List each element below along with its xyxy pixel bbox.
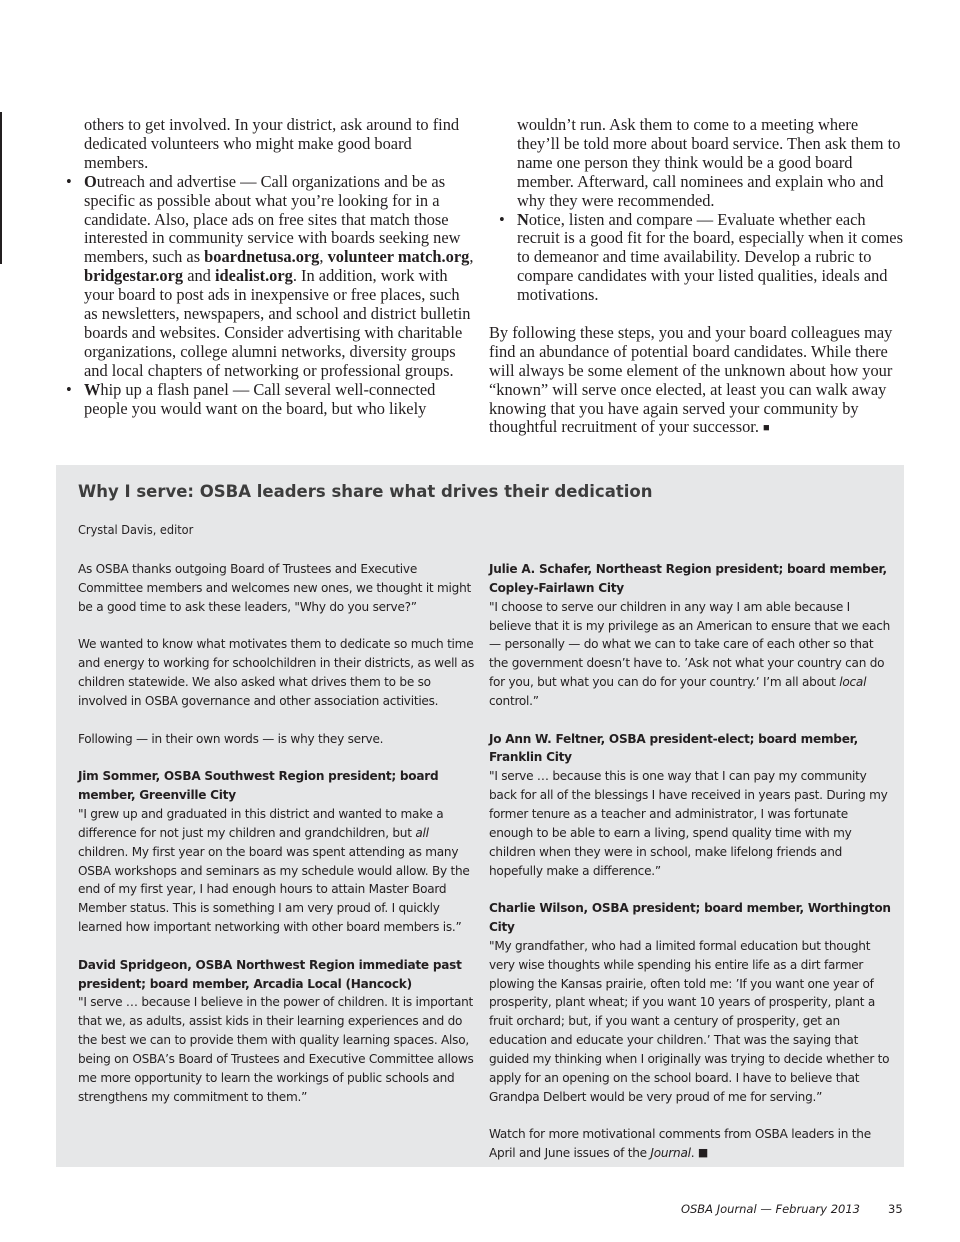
quote-heading: Jo Ann W. Feltner, OSBA president-elect; board member, Franklin City	[489, 731, 858, 765]
article-body	[0, 116, 960, 446]
sidebar-paragraph: As OSBA thanks outgoing Board of Trustees and Executive Committee members and welcomes new ones, we thought it might be a good time to ask these leaders, "Why do you serve?”	[78, 562, 471, 614]
quote-part: control.”	[489, 693, 539, 708]
quote-heading: Jim Sommer, OSBA Southwest Region president; board member, Greenville City	[78, 769, 439, 803]
tip-initial: N	[517, 209, 529, 229]
quote-text	[489, 598, 893, 711]
site-link[interactable]: bridgestar.org	[84, 266, 184, 286]
outro-part: Watch for more motivational comments from OSBA leaders in the April and June issues of the	[489, 1127, 871, 1161]
quote-part: children. My first year on the board was spent attending as many OSBA workshops and seminars as my schedule would allow. By the end of my first year, I had enough hours to attain Master Board Member status. This is something I am very proud of. I quickly learned how important networking with other board members is.”	[78, 844, 470, 935]
closing-paragraph	[489, 324, 904, 438]
end-mark-icon: ■	[697, 1146, 709, 1160]
site-link[interactable]: idealist.org	[214, 266, 293, 286]
quote-text: "I serve … because I believe in the power of children. It is important that we, as adults, assist kids in their learning experiences and do the best we can to provide them with quality learning spaces. Also, being on OSBA’s Board of Trustees and Executive Committee allows me more opportunity to learn the workings of public schools and strengthens my commitment to them.”	[78, 995, 474, 1104]
sidebar-title: Why I serve: OSBA leaders share what drives their dedication	[78, 482, 653, 501]
article-column-left	[84, 116, 476, 419]
quote-heading: David Spridgeon, OSBA Northwest Region immediate past president; board member, Arcadia Local (Hancock)	[78, 957, 462, 991]
article-paragraph: others to get involved. In your district, ask around to find dedicated volunteers who might make good board members.	[84, 115, 460, 172]
article-paragraph: wouldn’t run. Ask them to come to a meeting where they’ll be told more about board service. Then ask them to name one person they think would be a good board member. Afterward, call nominees and explain who and why they were recommended.	[517, 115, 901, 210]
sidebar-byline: Crystal Davis, editor	[78, 522, 194, 537]
tip-text: utreach and advertise — Call organizations and be as specific as possible about what you’re looking for in a candidate. Also, place ads on free sites that match those interested in community service with boards seeking new members, such as	[84, 171, 461, 267]
quote-part: "I choose to serve our children in any way I am able because I believe that it is my privilege as an American to ensure that we each — personally — do what we can to take care of each other so that the government doesn’t have to. ’Ask not what your country can do for you, but what you can do for your country.’ I’m all about	[489, 599, 891, 690]
outro-emphasis: Journal	[650, 1146, 691, 1161]
sidebar-paragraph: We wanted to know what motivates them to dedicate so much time and energy to working for schoolchildren in their districts, as well as children statewide. We also asked what drives them to be so involved in OSBA governance and other association activities.	[78, 637, 475, 708]
quote-text	[78, 805, 478, 937]
tip-text: otice, listen and compare — Evaluate whether each recruit is a good fit for the board, especially when it comes to demeanor and time availability. Develop a rubric to compare candidates with your listed qualities, ideals and motivations.	[517, 209, 903, 305]
tip-text: hip up a flash panel — Call several well-connected people you would want on the board, but who likely	[84, 379, 436, 418]
tip-outreach	[84, 173, 476, 381]
page-number: 35	[888, 1202, 903, 1216]
quote-emphasis: local	[839, 675, 867, 690]
journal-issue: OSBA Journal — February 2013	[680, 1202, 860, 1216]
quote-heading: Charlie Wilson, OSBA president; board member, Worthington City	[489, 901, 891, 935]
tip-initial: W	[84, 379, 101, 399]
quote-emphasis: all	[415, 825, 429, 840]
quote-text: "I serve … because this is one way that I can pay my community back for all of the blessings I have received in years past. During my former tenure as a teacher and administrator, I was fortunate enough to be able to earn a living, spend quality time with my children when they were in school, make lifelong friends and hopefully make a difference.”	[489, 769, 888, 878]
separator: and	[183, 266, 215, 286]
article-column-right	[489, 116, 904, 438]
separator: ,	[469, 247, 474, 267]
quote-part: "I grew up and graduated in this district and wanted to make a difference for not just my children and grandchildren, but	[78, 806, 444, 840]
quote-text: "My grandfather, who had a limited formal education but thought very wise thoughts while spending his entire life as a dirt farmer plowing the Kansas prairie, often told me: ’If you want one year of prosperity, plant wheat; if you want 10 years of prosperity, plant a fruit orchard; but, if you want a century of prosperity, get an education and educate your children.’ That was the saying that guided my thinking when I originally was trying to decide whether to apply for an opening on the school board. I have to believe that Grandpa Delbert would be very proud of me for serving.”	[489, 938, 890, 1104]
quote-heading: Julie A. Schafer, Northeast Region president; board member, Copley-Fairlawn City	[489, 562, 887, 595]
closing-text: By following these steps, you and your board colleagues may find an abundance of potential board candidates. While there will always be some element of the unknown about how your “known” will serve once elected, at least you can walk away knowing that you have again served your community by thoughtful recruitment of your successor.	[489, 322, 893, 437]
site-link[interactable]: boardnetusa.org	[204, 247, 320, 267]
tip-flash-panel	[84, 381, 476, 419]
outro-part: .	[690, 1146, 698, 1161]
recruitment-tips-list	[84, 173, 476, 419]
sidebar-paragraph: Following — in their own words — is why they serve.	[78, 731, 384, 746]
end-mark-icon: ■	[763, 422, 770, 435]
sidebar-outro	[489, 1125, 893, 1163]
sidebar-column-right	[489, 560, 893, 1182]
spacer	[489, 305, 904, 324]
sidebar-column-left	[78, 560, 478, 1125]
tip-text: . In addition, work with your board to post ads in inexpensive or free places, such as newsletters, newspapers, and school and district bulletin boards and websites. Consider advertising with charitable organizations, college alumni networks, diversity groups and local chapters of networking or professional groups.	[84, 266, 471, 380]
separator: ,	[319, 247, 328, 267]
tip-initial: O	[84, 171, 97, 191]
site-link[interactable]: volunteer match.org	[327, 247, 470, 267]
recruitment-tips-list	[489, 211, 904, 306]
tip-notice	[517, 211, 904, 306]
